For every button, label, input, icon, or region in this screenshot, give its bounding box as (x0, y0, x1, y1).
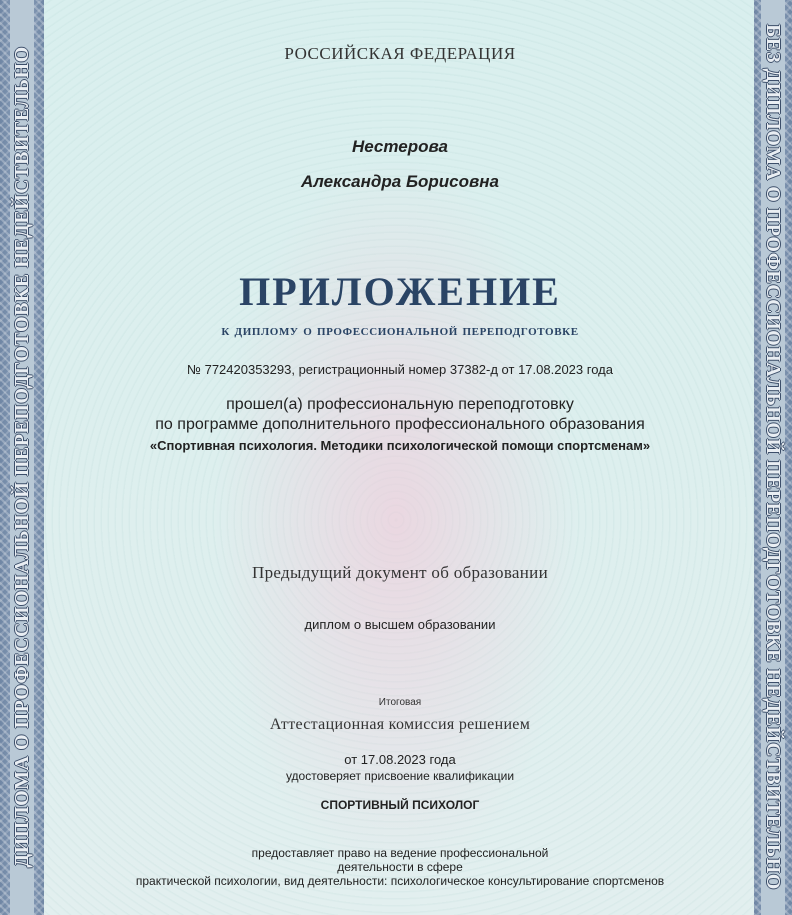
previous-document-value: диплом о высшем образовании (304, 617, 496, 632)
holder-surname: Нестерова (351, 137, 448, 156)
left-security-border (0, 0, 44, 915)
right-border-text: БЕЗ ДИПЛОМА О ПРОФЕССИОНАЛЬНОЙ ПЕРЕПОДГОТОВКЕ НЕДЕЙСТВИТЕЛЬНО (762, 24, 784, 890)
left-border-text: ДИПЛОМА О ПРОФЕССИОНАЛЬНОЙ ПЕРЕПОДГОТОВКЕ НЕДЕЙСТВИТЕЛЬНО (11, 46, 33, 868)
registration-number: № 772420353293, регистрационный номер 37382-д от 17.08.2023 года (187, 362, 613, 377)
rights-line-3: практической психологии, вид деятельности: психологическое консультирование спортсменов (135, 874, 665, 888)
country-heading: РОССИЙСКАЯ ФЕДЕРАЦИЯ (284, 44, 516, 63)
passed-line-1: прошел(а) профессиональную переподготовку (226, 396, 574, 413)
holder-given-names: Александра Борисовна (301, 172, 499, 191)
commission-label: Аттестационная комиссия решением (269, 716, 531, 733)
decision-date: от 17.08.2023 года (344, 752, 456, 767)
document-title: ПРИЛОЖЕНИЕ (239, 269, 561, 314)
final-label: Итоговая (378, 697, 422, 708)
passed-line-2: по программе дополнительного профессионального образования (155, 416, 645, 433)
right-security-border (754, 0, 792, 915)
program-name: «Спортивная психология. Методики психологической помощи спортсменам» (149, 438, 651, 453)
rights-line-1: предоставляет право на ведение профессиональной (251, 846, 549, 860)
qualification: СПОРТИВНЫЙ ПСИХОЛОГ (320, 798, 480, 812)
previous-document-label: Предыдущий документ об образовании (252, 563, 548, 582)
certifies-line: удостоверяет присвоение квалификации (285, 769, 515, 783)
document-subtitle: к диплому о профессиональной переподготовке (221, 322, 579, 339)
rights-line-2: деятельности в сфере (337, 860, 463, 874)
